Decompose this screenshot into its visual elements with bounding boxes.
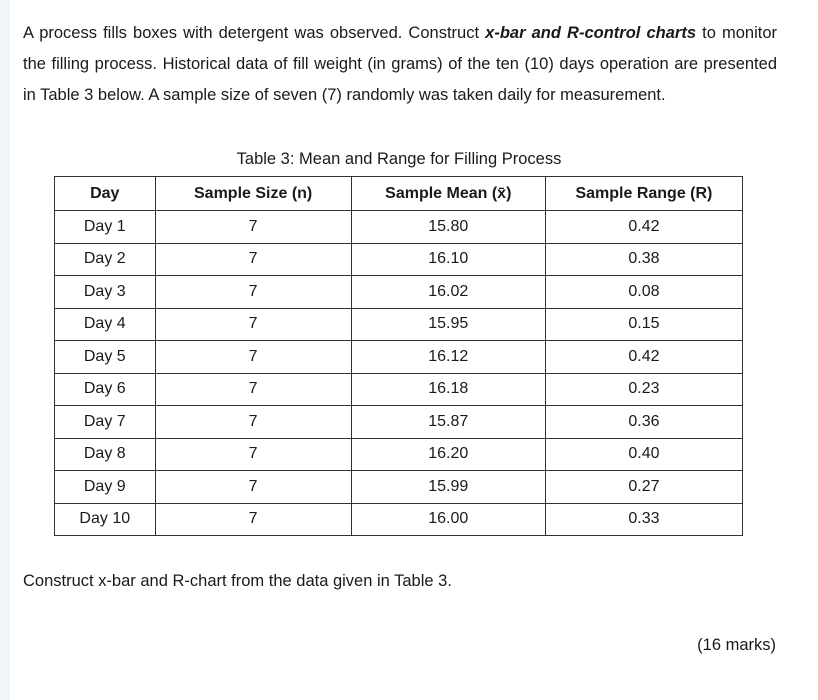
cell-sample-range: 0.08 (545, 276, 742, 309)
table-row (55, 276, 743, 309)
table-row (55, 373, 743, 406)
cell-sample-mean: 16.20 (351, 438, 545, 471)
cell-sample-mean: 15.95 (351, 308, 545, 341)
cell-day: Day 1 (55, 211, 156, 244)
cell-sample-size: 7 (155, 373, 351, 406)
cell-sample-size: 7 (155, 471, 351, 504)
cell-sample-mean: 16.00 (351, 503, 545, 536)
cell-sample-size: 7 (155, 211, 351, 244)
question-text: Construct x-bar and R-chart from the data given in Table 3. (23, 572, 452, 590)
table-header-row (55, 177, 743, 211)
document-page (10, 0, 818, 700)
cell-day: Day 7 (55, 406, 156, 439)
cell-sample-size: 7 (155, 503, 351, 536)
cell-sample-range: 0.33 (545, 503, 742, 536)
cell-sample-size: 7 (155, 276, 351, 309)
cell-day: Day 6 (55, 373, 156, 406)
cell-sample-range: 0.36 (545, 406, 742, 439)
cell-sample-range: 0.42 (545, 211, 742, 244)
header-day: Day (55, 177, 156, 211)
table-row (55, 406, 743, 439)
problem-statement (23, 18, 777, 111)
cell-sample-range: 0.23 (545, 373, 742, 406)
cell-sample-mean: 15.80 (351, 211, 545, 244)
table-row (55, 308, 743, 341)
cell-day: Day 5 (55, 341, 156, 374)
cell-sample-mean: 15.87 (351, 406, 545, 439)
cell-sample-mean: 16.12 (351, 341, 545, 374)
marks-label: (16 marks) (697, 636, 776, 654)
header-sample-range: Sample Range (R) (545, 177, 742, 211)
cell-day: Day 10 (55, 503, 156, 536)
table-caption: Table 3: Mean and Range for Filling Process (236, 150, 562, 168)
cell-sample-size: 7 (155, 243, 351, 276)
cell-day: Day 4 (55, 308, 156, 341)
cell-sample-mean: 16.18 (351, 373, 545, 406)
cell-day: Day 8 (55, 438, 156, 471)
table-row (55, 471, 743, 504)
intro-text-1: A process fills boxes with detergent was observed. Construct (23, 24, 486, 42)
header-sample-mean: Sample Mean (x̄) (351, 177, 545, 211)
table-row (55, 211, 743, 244)
table-row (55, 438, 743, 471)
cell-sample-range: 0.15 (545, 308, 742, 341)
cell-sample-size: 7 (155, 406, 351, 439)
cell-day: Day 3 (55, 276, 156, 309)
cell-sample-mean: 15.99 (351, 471, 545, 504)
intro-bold-term: x-bar and R-control charts (485, 24, 696, 42)
cell-sample-mean: 16.02 (351, 276, 545, 309)
intro-text-2: to monitor the filling process. Historical data of fill weight (in grams) of the ten (10) days operation are presented in Table 3 below. A sample size of seven (7) randomly was taken daily for measurement. (23, 24, 777, 104)
cell-sample-mean: 16.10 (351, 243, 545, 276)
cell-sample-range: 0.40 (545, 438, 742, 471)
cell-sample-size: 7 (155, 438, 351, 471)
cell-day: Day 2 (55, 243, 156, 276)
cell-sample-range: 0.42 (545, 341, 742, 374)
cell-sample-range: 0.38 (545, 243, 742, 276)
cell-sample-size: 7 (155, 341, 351, 374)
header-sample-size: Sample Size (n) (155, 177, 351, 211)
cell-sample-size: 7 (155, 308, 351, 341)
table-row (55, 243, 743, 276)
table-row (55, 503, 743, 536)
table-row (55, 341, 743, 374)
cell-sample-range: 0.27 (545, 471, 742, 504)
cell-day: Day 9 (55, 471, 156, 504)
data-table (54, 176, 743, 536)
